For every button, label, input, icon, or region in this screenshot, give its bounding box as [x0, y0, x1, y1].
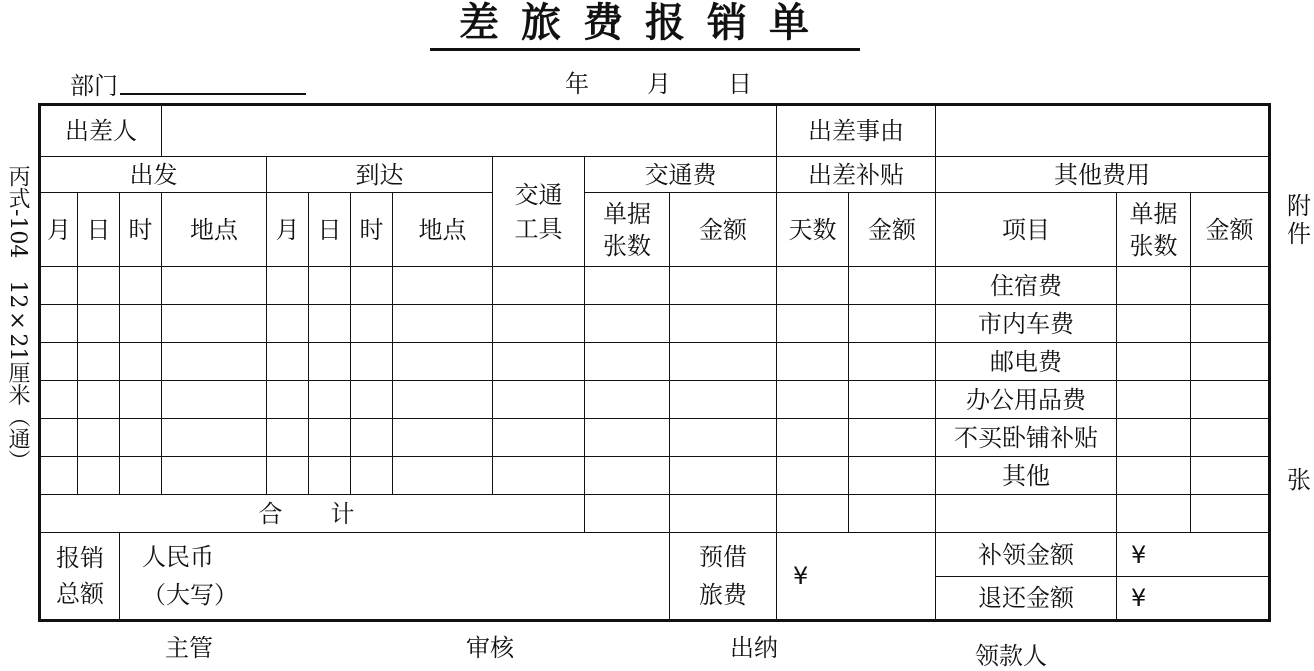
- total-other-amount[interactable]: [1191, 495, 1270, 533]
- arrive-label: 到达: [267, 157, 493, 193]
- arrive-hour-cell[interactable]: [351, 381, 393, 419]
- other-amount-cell[interactable]: [1191, 419, 1270, 457]
- arrive-place-cell[interactable]: [393, 419, 493, 457]
- advance-label-text: 预借旅费: [699, 543, 748, 609]
- form-title: 差旅费报销单: [430, 2, 860, 51]
- transport-amount-cell[interactable]: [670, 267, 777, 305]
- arrive-place-header: 地点: [393, 193, 493, 267]
- department-field[interactable]: [120, 93, 306, 95]
- transport-receipts-text: 单据张数: [603, 199, 652, 260]
- sheets-label: 张: [1287, 466, 1311, 494]
- other-receipts-cell[interactable]: [1117, 381, 1191, 419]
- transport-amount-cell[interactable]: [670, 305, 777, 343]
- refund-amount-field[interactable]: [1117, 577, 1270, 621]
- arrive-day-cell[interactable]: [309, 457, 351, 495]
- arrive-place-cell[interactable]: [393, 267, 493, 305]
- refund-yen-sign: ¥: [1131, 584, 1147, 612]
- depart-hour-cell[interactable]: [120, 419, 162, 457]
- transport-amount-cell[interactable]: [670, 419, 777, 457]
- allowance-amount-header: 金额: [849, 193, 936, 267]
- other-amount-header: 金额: [1191, 193, 1270, 267]
- depart-day-cell[interactable]: [78, 457, 120, 495]
- arrive-month-cell[interactable]: [267, 343, 309, 381]
- vehicle-cell[interactable]: [493, 381, 585, 419]
- other-item-label: 不买卧铺补贴: [936, 419, 1117, 457]
- day-label: 日: [728, 70, 752, 98]
- depart-hour-cell[interactable]: [120, 267, 162, 305]
- advance-label: [670, 533, 777, 621]
- transport-amount-header: 金额: [670, 193, 777, 267]
- vehicle-cell[interactable]: [493, 343, 585, 381]
- rmb-label: 人民币: [142, 543, 214, 571]
- depart-day-cell[interactable]: [78, 343, 120, 381]
- table-row: [40, 267, 1270, 305]
- allowance-days-cell[interactable]: [777, 419, 849, 457]
- other-item-header: 项目: [936, 193, 1117, 267]
- other-item-label: 其他: [936, 457, 1117, 495]
- traveler-label: 出差人: [40, 105, 162, 157]
- depart-place-cell[interactable]: [162, 381, 267, 419]
- other-receipts-header: [1117, 193, 1191, 267]
- transport-receipts-cell[interactable]: [585, 419, 670, 457]
- arrive-month-cell[interactable]: [267, 419, 309, 457]
- depart-hour-header: 时: [120, 193, 162, 267]
- reason-field[interactable]: [936, 105, 1270, 157]
- other-item-label: 办公用品费: [936, 381, 1117, 419]
- other-receipts-cell[interactable]: [1117, 457, 1191, 495]
- depart-hour-cell[interactable]: [120, 457, 162, 495]
- audit-label: 审核: [466, 634, 514, 662]
- other-receipts-cell[interactable]: [1117, 343, 1191, 381]
- other-receipts-cell[interactable]: [1117, 267, 1191, 305]
- cashier-label: 出纳: [730, 634, 778, 662]
- total-transport-receipts[interactable]: [585, 495, 670, 533]
- other-amount-cell[interactable]: [1191, 343, 1270, 381]
- depart-place-cell[interactable]: [162, 457, 267, 495]
- total-transport-amount[interactable]: [670, 495, 777, 533]
- table-row: [40, 381, 1270, 419]
- other-fee-label: 其他费用: [936, 157, 1270, 193]
- reason-label: 出差事由: [777, 105, 936, 157]
- transport-receipts-cell[interactable]: [585, 457, 670, 495]
- arrive-hour-cell[interactable]: [351, 419, 393, 457]
- arrive-hour-cell[interactable]: [351, 305, 393, 343]
- arrive-month-cell[interactable]: [267, 381, 309, 419]
- depart-month-cell[interactable]: [40, 419, 78, 457]
- depart-place-cell[interactable]: [162, 419, 267, 457]
- other-item-label: 住宿费: [936, 267, 1117, 305]
- other-amount-cell[interactable]: [1191, 305, 1270, 343]
- total-allowance-days[interactable]: [777, 495, 849, 533]
- depart-month-cell[interactable]: [40, 267, 78, 305]
- arrive-hour-cell[interactable]: [351, 457, 393, 495]
- allowance-label: 出差补贴: [777, 157, 936, 193]
- arrive-place-cell[interactable]: [393, 381, 493, 419]
- uppercase-label: （大写）: [142, 581, 238, 609]
- depart-place-cell[interactable]: [162, 343, 267, 381]
- supervisor-label: 主管: [165, 634, 213, 662]
- allowance-amount-cell[interactable]: [849, 305, 936, 343]
- allowance-amount-cell[interactable]: [849, 343, 936, 381]
- attachment-label: 附件: [1287, 192, 1311, 248]
- total-other-item[interactable]: [936, 495, 1117, 533]
- depart-day-cell[interactable]: [78, 381, 120, 419]
- depart-label: 出发: [40, 157, 267, 193]
- total-allowance-amount[interactable]: [849, 495, 936, 533]
- total-label: 合 计: [40, 495, 585, 533]
- other-amount-cell[interactable]: [1191, 267, 1270, 305]
- allowance-days-cell[interactable]: [777, 457, 849, 495]
- supplement-amount-field[interactable]: [1117, 533, 1270, 577]
- depart-place-cell[interactable]: [162, 305, 267, 343]
- depart-hour-cell[interactable]: [120, 343, 162, 381]
- vehicle-label-text: 交通工具: [514, 180, 563, 243]
- vehicle-cell[interactable]: [493, 419, 585, 457]
- header-row-1: [40, 157, 1270, 193]
- depart-hour-cell[interactable]: [120, 305, 162, 343]
- arrive-hour-cell[interactable]: [351, 267, 393, 305]
- allowance-days-cell[interactable]: [777, 381, 849, 419]
- depart-month-cell[interactable]: [40, 343, 78, 381]
- depart-day-cell[interactable]: [78, 267, 120, 305]
- arrive-place-cell[interactable]: [393, 305, 493, 343]
- traveler-field[interactable]: [162, 105, 777, 157]
- refund-label: 退还金额: [936, 577, 1117, 621]
- arrive-month-cell[interactable]: [267, 457, 309, 495]
- total-other-receipts[interactable]: [1117, 495, 1191, 533]
- table-row: [40, 305, 1270, 343]
- table-row: [40, 419, 1270, 457]
- transport-amount-cell[interactable]: [670, 457, 777, 495]
- allowance-amount-cell[interactable]: [849, 267, 936, 305]
- arrive-place-cell[interactable]: [393, 343, 493, 381]
- arrive-day-cell[interactable]: [309, 343, 351, 381]
- arrive-day-cell[interactable]: [309, 419, 351, 457]
- other-amount-cell[interactable]: [1191, 457, 1270, 495]
- month-label: 月: [647, 70, 671, 98]
- supplement-yen-sign: ¥: [1131, 540, 1147, 569]
- other-receipts-cell[interactable]: [1117, 419, 1191, 457]
- header-row-2: [40, 193, 1270, 267]
- allowance-amount-cell[interactable]: [849, 419, 936, 457]
- arrive-day-cell[interactable]: [309, 267, 351, 305]
- payee-label: 领款人: [975, 642, 1047, 670]
- advance-amount-field[interactable]: [777, 533, 936, 621]
- rmb-amount-field[interactable]: [120, 533, 670, 621]
- vehicle-cell[interactable]: [493, 267, 585, 305]
- depart-day-cell[interactable]: [78, 419, 120, 457]
- arrive-hour-cell[interactable]: [351, 343, 393, 381]
- year-label: 年: [565, 70, 589, 98]
- arrive-day-header: 日: [309, 193, 351, 267]
- advance-yen-sign: ¥: [793, 562, 809, 590]
- other-item-label: 邮电费: [936, 343, 1117, 381]
- traveler-row: [40, 105, 1270, 157]
- depart-month-header: 月: [40, 193, 78, 267]
- arrive-month-cell[interactable]: [267, 267, 309, 305]
- transport-receipts-cell[interactable]: [585, 305, 670, 343]
- arrive-day-cell[interactable]: [309, 381, 351, 419]
- allowance-amount-cell[interactable]: [849, 457, 936, 495]
- allowance-amount-cell[interactable]: [849, 381, 936, 419]
- arrive-hour-header: 时: [351, 193, 393, 267]
- allowance-days-cell[interactable]: [777, 343, 849, 381]
- allowance-days-cell[interactable]: [777, 305, 849, 343]
- other-item-label: 市内车费: [936, 305, 1117, 343]
- depart-month-cell[interactable]: [40, 457, 78, 495]
- reimburse-total-label: [40, 533, 120, 621]
- allowance-days-cell[interactable]: [777, 267, 849, 305]
- depart-day-cell[interactable]: [78, 305, 120, 343]
- depart-hour-cell[interactable]: [120, 381, 162, 419]
- depart-place-header: 地点: [162, 193, 267, 267]
- vehicle-cell[interactable]: [493, 305, 585, 343]
- transport-receipts-cell[interactable]: [585, 343, 670, 381]
- arrive-day-cell[interactable]: [309, 305, 351, 343]
- department-label: 部门: [70, 72, 118, 100]
- transport-amount-cell[interactable]: [670, 381, 777, 419]
- transport-receipts-cell[interactable]: [585, 381, 670, 419]
- depart-month-cell[interactable]: [40, 381, 78, 419]
- table-row: [40, 457, 1270, 495]
- transport-fee-label: 交通费: [585, 157, 777, 193]
- depart-month-cell[interactable]: [40, 305, 78, 343]
- form-code-side-text: 丙式-104 12×21厘米（通）: [5, 165, 30, 472]
- reimburse-total-text: 报销总额: [55, 544, 104, 608]
- arrive-place-cell[interactable]: [393, 457, 493, 495]
- depart-place-cell[interactable]: [162, 267, 267, 305]
- supplement-label: 补领金额: [936, 533, 1117, 577]
- expense-form-table: [38, 103, 1271, 622]
- arrive-month-cell[interactable]: [267, 305, 309, 343]
- summary-row-1: [40, 533, 1270, 577]
- table-row: [40, 343, 1270, 381]
- vehicle-cell[interactable]: [493, 457, 585, 495]
- other-amount-cell[interactable]: [1191, 381, 1270, 419]
- depart-day-header: 日: [78, 193, 120, 267]
- vehicle-label: [493, 157, 585, 267]
- other-receipts-text: 单据张数: [1129, 199, 1178, 260]
- allowance-days-header: 天数: [777, 193, 849, 267]
- transport-receipts-cell[interactable]: [585, 267, 670, 305]
- transport-receipts-header: [585, 193, 670, 267]
- arrive-month-header: 月: [267, 193, 309, 267]
- other-receipts-cell[interactable]: [1117, 305, 1191, 343]
- transport-amount-cell[interactable]: [670, 343, 777, 381]
- total-row: [40, 495, 1270, 533]
